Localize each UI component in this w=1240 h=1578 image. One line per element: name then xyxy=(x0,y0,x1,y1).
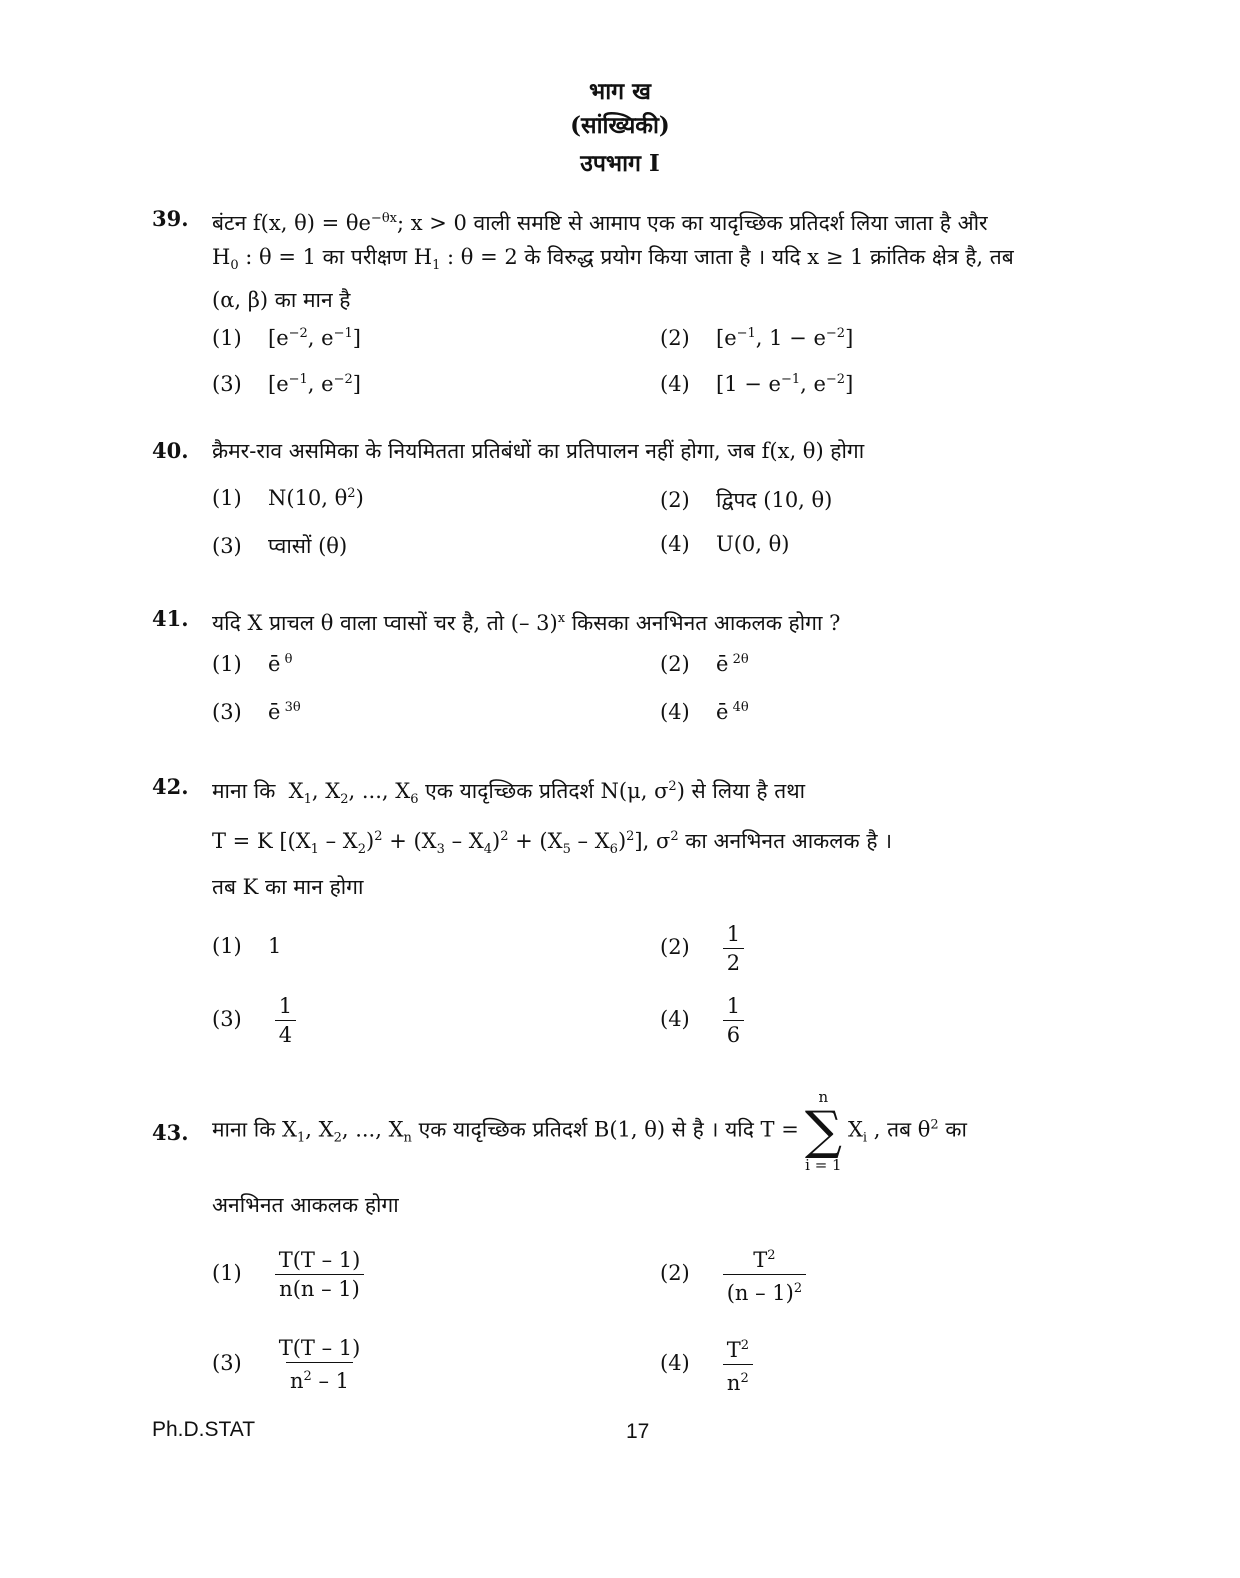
option-text: [$1 - e^{-1}$, $e^{-2}$] xyxy=(716,372,854,396)
option-4 xyxy=(660,700,749,724)
option-1 xyxy=(212,1248,364,1301)
question-line: माना कि $X_1$, $X_2$, ..., $X_n$ एक यादृच्छिक प्रतिदर्श B(1, θ) से है । यदि T = n ∑ i = 1 $X_i$ , तब $\theta^2$ का xyxy=(212,1088,967,1174)
option-3 xyxy=(212,532,347,560)
sum-lower: i = 1 xyxy=(805,1156,842,1174)
question-line: $H_0$ : θ = 1 का परीक्षण $H_1$ : θ = 2 के विरुद्ध प्रयोग किया जाता है । यदि x ≥ 1 क्रांतिक क्षेत्र है, तब xyxy=(212,245,1014,274)
option-3 xyxy=(212,994,296,1047)
option-4 xyxy=(660,372,853,396)
option-2 xyxy=(660,1244,806,1305)
option-text: [$e^{-1}$, $e^{-2}$] xyxy=(268,372,361,396)
option-text: 1 xyxy=(268,934,282,958)
question-line: T = K $[(X_1 - X_2)^2 + (X_3 - X_4)^2 + (X_5 - X_6)^2]$, $\sigma^2$ का अनभिनत आकलक है । xyxy=(212,829,893,858)
option-text: प्वासों (θ) xyxy=(268,534,348,558)
option-1 xyxy=(212,326,361,350)
subpart-heading: उपभाग I xyxy=(580,150,660,177)
fraction xyxy=(723,1244,806,1305)
denominator: n(n – 1) xyxy=(275,1274,364,1301)
denominator: 2 xyxy=(723,948,744,975)
numerator: $T^2$ xyxy=(726,1338,749,1362)
option-text: N(10, $\theta^2$) xyxy=(268,486,364,510)
option-label: (4) xyxy=(660,700,690,724)
fraction xyxy=(275,994,296,1047)
numerator: T(T – 1) xyxy=(278,1336,361,1360)
option-3 xyxy=(212,1336,364,1393)
numerator: 1 xyxy=(278,994,293,1018)
option-label: (3) xyxy=(212,372,242,396)
option-label: (1) xyxy=(212,326,242,350)
option-label: (2) xyxy=(660,652,690,676)
question-number: 40. xyxy=(152,438,189,463)
question-line: यदि X प्राचल θ वाला प्वासों चर है, तो (– 3)$^x$ किसका अनभिनत आकलक होगा ? xyxy=(212,611,841,635)
option-4 xyxy=(660,1334,753,1395)
option-2 xyxy=(660,922,744,975)
option-label: (3) xyxy=(212,1351,242,1375)
denominator: $n^2 - 1$ xyxy=(286,1362,353,1393)
sigma-icon: ∑ xyxy=(804,1101,842,1161)
option-label: (1) xyxy=(212,1261,242,1285)
option-4 xyxy=(660,532,789,556)
option-label: (1) xyxy=(212,486,242,510)
question-line: क्रैमर-राव असमिका के नियमितता प्रतिबंधों का प्रतिपालन नहीं होगा, जब f(x, θ) होगा xyxy=(212,439,865,463)
numerator: T(T – 1) xyxy=(278,1248,361,1272)
option-label: (2) xyxy=(660,935,690,959)
option-text: ē $^{4\theta}$ xyxy=(716,700,749,724)
option-text: ē $^{3\theta}$ xyxy=(268,700,301,724)
option-3 xyxy=(212,372,361,396)
question-number: 39. xyxy=(152,206,189,231)
numerator: $T^2$ xyxy=(753,1248,776,1272)
option-3 xyxy=(212,700,301,724)
question-line: माना कि $X_1$, $X_2$, ..., $X_6$ एक यादृच्छिक प्रतिदर्श N(μ, $\sigma^2$) से लिया है तथा xyxy=(212,779,806,808)
subject-heading: (सांख्यिकी) xyxy=(570,112,670,139)
question-line: अनभिनत आकलक होगा xyxy=(212,1193,399,1217)
fraction xyxy=(723,994,744,1047)
fraction xyxy=(723,1334,753,1395)
sum-upper: n xyxy=(818,1088,829,1106)
option-4 xyxy=(660,994,744,1047)
option-text: द्विपद (10, θ) xyxy=(716,488,833,512)
option-1 xyxy=(212,486,364,510)
option-text: U(0, θ) xyxy=(716,532,790,556)
option-label: (1) xyxy=(212,652,242,676)
numerator: 1 xyxy=(726,922,741,946)
option-label: (4) xyxy=(660,1351,690,1375)
option-label: (3) xyxy=(212,700,242,724)
denominator: $n^2$ xyxy=(723,1364,753,1395)
denominator: (n – 1)$^2$ xyxy=(723,1274,806,1305)
denominator: 4 xyxy=(275,1020,296,1047)
option-2 xyxy=(660,652,749,676)
option-text: ē $^{2\theta}$ xyxy=(716,652,749,676)
option-label: (4) xyxy=(660,1007,690,1031)
option-label: (3) xyxy=(212,1007,242,1031)
option-2 xyxy=(660,486,832,514)
option-text: [$e^{-2}$, $e^{-1}$] xyxy=(268,326,361,350)
option-1 xyxy=(212,652,292,676)
numerator: 1 xyxy=(726,994,741,1018)
question-number: 43. xyxy=(152,1120,189,1145)
option-label: (2) xyxy=(660,488,690,512)
question-line: बंटन f(x, $\theta) = \theta e^{-\theta x}$; x > 0 वाली समष्टि से आमाप एक का यादृच्छिक प्रतिदर्श लिया जाता है और xyxy=(212,211,988,235)
fraction xyxy=(275,1248,365,1301)
option-label: (2) xyxy=(660,326,690,350)
option-label: (2) xyxy=(660,1261,690,1285)
question-line: (α, β) का मान है xyxy=(212,288,351,313)
paper-code: Ph.D.STAT xyxy=(152,1418,256,1441)
option-label: (3) xyxy=(212,534,242,558)
option-2 xyxy=(660,326,853,350)
question-number: 42. xyxy=(152,774,189,799)
fraction xyxy=(275,1336,365,1393)
page-number: 17 xyxy=(626,1420,650,1443)
option-text: [$e^{-1}$, $1 - e^{-2}$] xyxy=(716,326,854,350)
option-label: (4) xyxy=(660,532,690,556)
question-line: तब K का मान होगा xyxy=(212,875,364,899)
denominator: 6 xyxy=(723,1020,744,1047)
question-number: 41. xyxy=(152,606,189,631)
option-1 xyxy=(212,934,281,958)
question-text xyxy=(212,202,1122,317)
option-label: (4) xyxy=(660,372,690,396)
part-heading: भाग ख xyxy=(589,78,651,105)
fraction xyxy=(723,922,744,975)
option-text: ē $^\theta$ xyxy=(268,652,293,676)
summation xyxy=(805,1088,842,1174)
option-label: (1) xyxy=(212,934,242,958)
